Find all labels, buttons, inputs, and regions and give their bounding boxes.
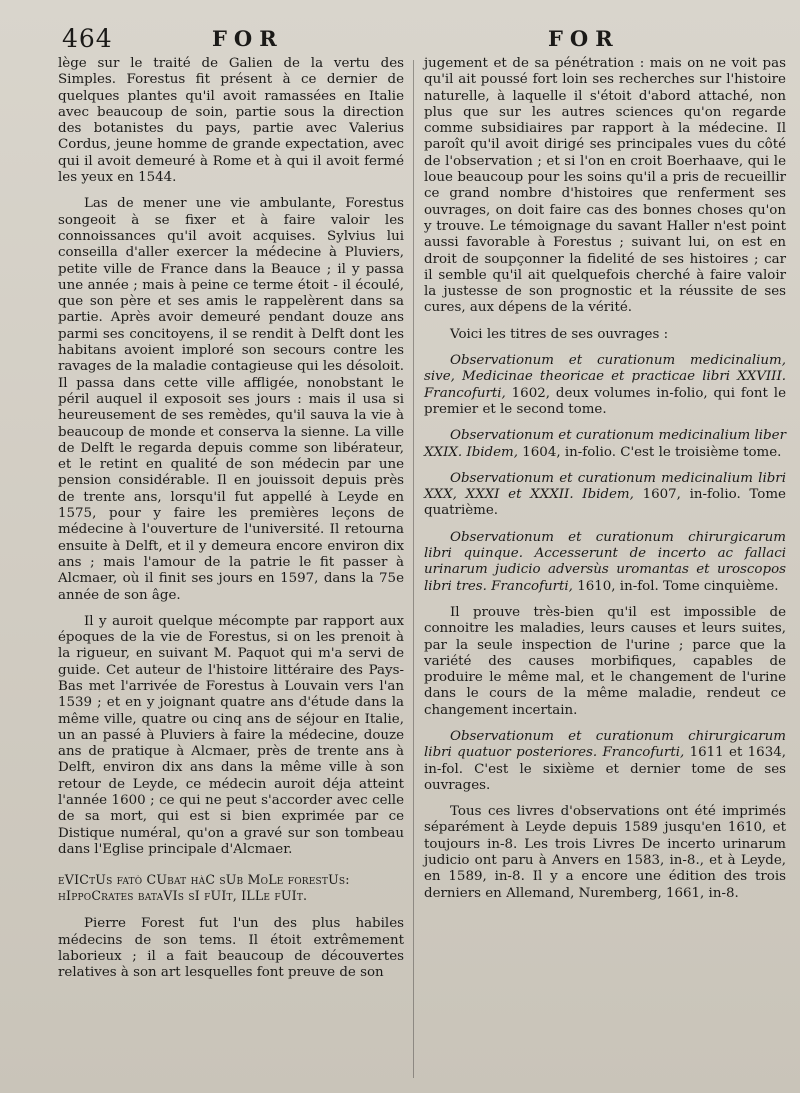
page-header	[0, 20, 800, 56]
bibliography-entry	[424, 530, 786, 595]
left-running-head: FOR	[212, 26, 284, 51]
work-details: 1607, in-folio. Tome quatrième.	[424, 487, 786, 519]
paragraph: Pierre Forest fut l'un des plus habiles médecins de son tems. Il étoit extrêmement laborieux ; il a fait beaucoup de découvertes relatives à son art lesquelles font preuve de son	[58, 916, 404, 981]
bibliography-entry	[424, 428, 786, 461]
work-details: 1602, deux volumes in-folio, qui font le premier et le second tome.	[424, 385, 786, 417]
left-column	[58, 56, 404, 991]
paragraph: Il prouve très-bien qu'il est impossible de connoitre les maladies, leurs causes et leurs suites, par la seule inspection de l'urine ; parce que la variété des causes morbifiques, capables de produire le même mal, et le changement de l'urine dans le cours de la même maladie, rendeut ce changement incertain.	[424, 604, 786, 718]
bibliography-entry	[424, 729, 786, 794]
work-details: 1611 et 1634, in-fol. C'est le sixième et dernier tome de ses ouvrages.	[424, 745, 787, 793]
work-title: Observationum et curationum chirurgicarum libri quinque. Accesserunt de incerto ac fallaci urinarum judicio adversùs uromantas et uroscopos libri tres. Francofurti,	[424, 529, 786, 594]
work-title: Observationum et curationum chirurgicarum libri quatuor posteriores. Francofurti,	[424, 728, 786, 761]
page-number: 464	[62, 24, 113, 53]
bibliography-entry	[424, 471, 786, 520]
right-column	[424, 56, 786, 912]
paragraph: Voici les titres de ses ouvrages :	[450, 326, 669, 342]
work-details: 1610, in-fol. Tome cinquième.	[577, 578, 779, 594]
paragraph: jugement et de sa pénétration : mais on ne voit pas qu'il ait poussé fort loin ses recherches sur l'histoire naturelle, à laquelle il s'étoit d'abord attaché, non plus que sur les autres sciences qu'on regarde comme subsidiaires par rapport à la médecine. Il paroît qu'il avoit dirigé ses principales vues du côté de l'observation ; et si l'on en croit Boerhaave, qui le loue beaucoup pour les soins qu'il a pris de recueillir ce grand nombre d'histoires que renferment ses ouvrages, on doit faire cas des bonnes choses qu'on y trouve. Le témoignage du savant Haller n'est point aussi favorable à Forestus ; suivant lui, on est en droit de soupçonner la fidelité de ses histoires ; car il semble qu'il ait quelquefois cherché à faire valoir la justesse de son prognostic et la réussite de ses cures, aux dépens de la vérité.	[424, 56, 786, 316]
work-details: 1604, in-folio. C'est le troisième tome.	[522, 444, 782, 460]
work-title: Observationum et curationum medicinalium liber XXIX. Ibidem,	[424, 428, 786, 460]
paragraph: Las de mener une vie ambulante, Forestus songeoit à se fixer et à faire valoir les connoissances qu'il avoit acquises. Sylvius lui conseilla d'aller exercer la médecine à Pluviers, petite ville de France dans la Beauce ; il y passa une année ; mais à peine ce terme étoit - il écoulé, que son père et ses amis le rappelèrent dans sa partie. Après avoir demeuré pendant douze ans parmi ses concitoyens, il se rendit à Delft dont les habitans avoient imploré son secours contre les ravages de la maladie contagieuse qui les désoloit. Il passa dans cette ville affligée, nonobstant le péril auquel il exposoit ses jours : mais il usa si heureusement de ses remèdes, qu'il sauva la vie à beaucoup de monde et conserva la sienne. La ville de Delft le regarda depuis comme son libérateur, et le retint en qualité de son médecin par une pension considérable. Il en jouissoit depuis près de trente ans, lorsqu'il fut appellé à Leyde en 1575, pour y faire les premières leçons de médecine à l'ouverture de l'université. Il retourna ensuite à Delft, et il y demeura encore environ dix ans ; mais l'amour de la patrie le fit passer à Alcmaer, où il finit ses jours en 1597, dans la 75e année de son âge.	[58, 196, 404, 603]
chronogram-line: hIppoCrates bataVIs sI fUIt, ILLe fUIt.	[58, 888, 308, 904]
paragraph: lège sur le traité de Galien de la vertu des Simples. Forestus fit présent à ce dernier de quelques plantes qu'il avoit ramassées en Italie avec beaucoup de soin, partie sous la direction des botanistes du pays, partie avec Valerius Cordus, jeune homme de grande expectation, avec qui il avoit demeuré à Rome et à qui il avoit fermé les yeux en 1544.	[58, 56, 404, 186]
chronogram-line: eVICtUs fatò CUbat hàC sUb MoLe forestUs:	[58, 872, 350, 888]
paragraph: Tous ces livres d'observations ont été imprimés séparément à Leyde depuis 1589 jusqu'en 1610, et toujours in-8. Les trois Livres De incerto urinarum judicio ont paru à Anvers en 1583, in-8., et à Leyde, en 1589, in-8. Il y a encore une édition des trois derniers en Allemand, Nuremberg, 1661, in-8.	[424, 804, 786, 901]
work-title: Observationum et curationum medicinalium libri XXX, XXXI et XXXII. Ibidem,	[424, 470, 786, 503]
right-running-head: FOR	[548, 26, 620, 51]
chronogram-distich	[58, 872, 404, 904]
bibliography-entry	[424, 353, 786, 418]
column-divider	[413, 60, 414, 1078]
paragraph: Il y auroit quelque mécompte par rapport aux époques de la vie de Forestus, si on les prenoit à la rigueur, en suivant M. Paquot qui m'a servi de guide. Cet auteur de l'histoire littéraire des Pays-Bas met l'arrivée de Forestus à Louvain vers l'an 1539 ; et en y joignant quatre ans d'étude dans la même ville, quatre ou cinq ans de séjour en Italie, un an passé à Pluviers à faire la médecine, douze ans de pratique à Alcmaer, près de trente ans à Delft, environ dix ans dans la même ville à son retour de Leyde, ce médecin auroit déja atteint l'année 1600 ; ce qui ne peut s'accorder avec celle de sa mort, qui est si bien exprimée par ce Distique numéral, qu'on a gravé sur son tombeau dans l'Eglise principale d'Alcmaer.	[58, 613, 404, 857]
work-title: Observationum et curationum medicinalium, sive, Medicinae theoricae et practicae libri XXVIII. Francofurti,	[424, 353, 786, 401]
